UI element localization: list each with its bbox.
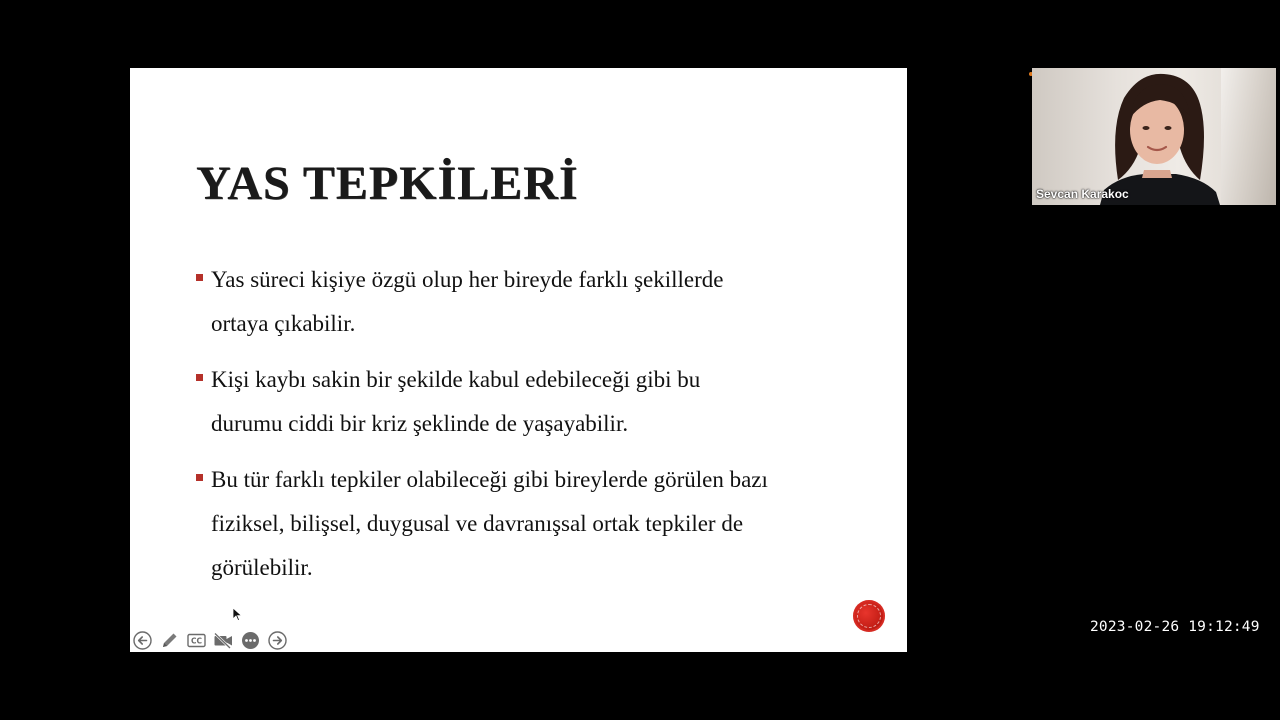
pen-tool-button[interactable]: [159, 630, 180, 651]
slideshow-toolbar: [130, 628, 288, 652]
presentation-slide: [130, 68, 907, 652]
bullet-line: görülebilir.: [211, 555, 313, 580]
participant-video-tile[interactable]: [1032, 68, 1276, 205]
video-off-icon: [213, 631, 234, 650]
bullet-line: ortaya çıkabilir.: [211, 311, 356, 336]
video-toggle-button[interactable]: [213, 630, 234, 651]
svg-text:CC: CC: [190, 636, 203, 646]
bullet-line: Kişi kaybı sakin bir şekilde kabul edebileceği gibi bu: [211, 367, 701, 392]
participant-name-label: Sevcan Karakoc: [1036, 187, 1129, 201]
more-options-button[interactable]: [240, 630, 261, 651]
next-slide-icon: [268, 631, 287, 650]
pen-icon: [160, 631, 179, 650]
bullet-line: durumu ciddi bir kriz şeklinde de yaşayabilir.: [211, 411, 629, 436]
bullet-square-icon: [196, 374, 203, 381]
slide-bullet-list: [196, 258, 876, 602]
next-slide-button[interactable]: [267, 630, 288, 651]
slide-bullet-3: [196, 458, 876, 590]
closed-captions-button[interactable]: [186, 630, 207, 651]
slide-bullet-1: [196, 258, 876, 346]
previous-slide-button[interactable]: [132, 630, 153, 651]
bullet-line: Bu tür farklı tepkiler olabileceği gibi bireylerde görülen bazı: [211, 467, 768, 492]
mouse-cursor-icon: [233, 608, 242, 626]
bullet-square-icon: [196, 274, 203, 281]
more-options-icon: [241, 631, 260, 650]
bullet-square-icon: [196, 474, 203, 481]
video-background: [1221, 68, 1276, 205]
closed-captions-icon: [187, 631, 206, 650]
bullet-line: fiziksel, bilişsel, duygusal ve davranışsal ortak tepkiler de: [211, 511, 744, 536]
red-seal-logo-icon: [853, 600, 885, 632]
bullet-line: Yas süreci kişiye özgü olup her bireyde farklı şekillerde: [211, 267, 724, 292]
recording-timestamp: 2023-02-26 19:12:49: [1090, 619, 1260, 635]
previous-slide-icon: [133, 631, 152, 650]
slide-title: YAS TEPKİLERİ: [196, 157, 579, 210]
participant-video-image: [1100, 68, 1220, 205]
slide-bullet-2: [196, 358, 876, 446]
